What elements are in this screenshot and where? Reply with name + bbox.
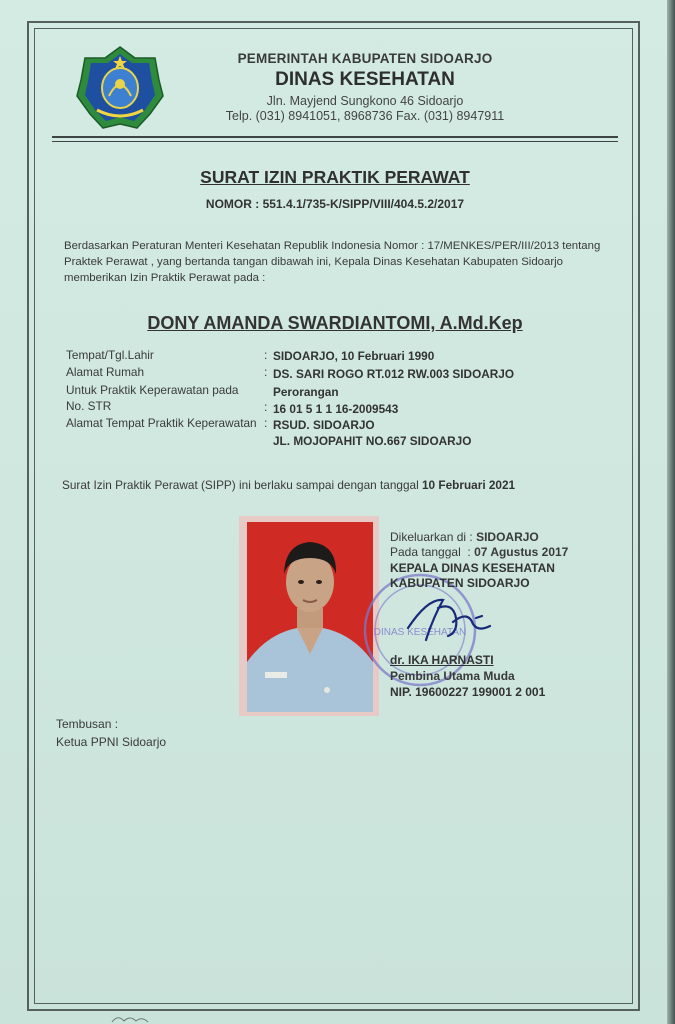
issued-place: SIDOARJO [476, 530, 539, 544]
detail-value: DS. SARI ROGO RT.012 RW.003 SIDOARJO [273, 367, 515, 381]
detail-label: No. STR [66, 399, 112, 413]
validity-statement [62, 478, 515, 492]
cc-label: Tembusan : [56, 717, 119, 731]
holder-portrait-image [247, 522, 373, 712]
government-name: PEMERINTAH KABUPATEN SIDOARJO [237, 51, 493, 66]
stamp-text: DINAS KESEHATAN [373, 627, 467, 638]
detail-colon: : [264, 400, 268, 414]
detail-value: 16 01 5 1 1 16-2009543 [273, 402, 399, 416]
paper-edge-shadow [667, 0, 675, 1024]
header-rule-thin [52, 141, 618, 142]
detail-value-continued: JL. MOJOPAHIT NO.667 SIDOARJO [273, 434, 472, 448]
official-position-line1: KEPALA DINAS KESEHATAN [390, 561, 555, 575]
detail-colon: : [264, 365, 268, 379]
official-position-line2: KABUPATEN SIDOARJO [390, 576, 530, 590]
validity-date: 10 Februari 2021 [422, 478, 516, 492]
pencil-scribble [110, 1012, 170, 1024]
detail-colon: : [264, 416, 268, 430]
detail-colon: : [264, 348, 268, 362]
issued-place-line [390, 530, 539, 544]
cc-recipient: Ketua PPNI Sidoarjo [56, 735, 167, 749]
holder-name: DONY AMANDA SWARDIANTOMI, A.Md.Kep [147, 313, 523, 333]
date-label: Pada tanggal : [390, 545, 471, 559]
issued-date-line [390, 545, 568, 559]
detail-value: SIDOARJO, 10 Februari 1990 [273, 349, 435, 363]
document-title: SURAT IZIN PRAKTIK PERAWAT [200, 167, 470, 187]
detail-value: Perorangan [273, 385, 339, 399]
header-rule-thick [52, 136, 618, 138]
office-address: Jln. Mayjend Sungkono 46 Sidoarjo [266, 94, 464, 108]
handwritten-signature [398, 588, 498, 650]
department-name: DINAS KESEHATAN [275, 69, 455, 90]
issued-date: 07 Agustus 2017 [474, 545, 569, 559]
official-rank: Pembina Utama Muda [390, 669, 515, 683]
document-number: NOMOR : 551.4.1/735-K/SIPP/VIII/404.5.2/2017 [205, 197, 465, 211]
office-phone: Telp. (031) 8941051, 8968736 Fax. (031) 8947911 [225, 109, 505, 123]
detail-label: Tempat/Tgl.Lahir [66, 348, 154, 362]
detail-label: Alamat Tempat Praktik Keperawatan [66, 416, 257, 430]
official-nip: NIP. 19600227 199001 2 001 [390, 685, 546, 699]
validity-text: Surat Izin Praktik Perawat (SIPP) ini berlaku sampai dengan tanggal [62, 478, 419, 492]
issued-label: Dikeluarkan di : [390, 530, 473, 544]
detail-label: Untuk Praktik Keperawatan pada [66, 383, 239, 397]
holder-photo [247, 522, 373, 712]
detail-label: Alamat Rumah [66, 365, 145, 379]
intro-paragraph: Berdasarkan Peraturan Menteri Kesehatan Republik Indonesia Nomor : 17/MENKES/PER/III/2013 tentang Praktek Perawat , yang bertanda tangan dibawah ini, Kepala Dinas Kesehatan Kabupaten Sidoarjo memberikan Izin Praktik Perawat pada : [64, 240, 601, 284]
detail-value: RSUD. SIDOARJO [273, 418, 375, 432]
official-name: dr. IKA HARNASTI [390, 653, 494, 667]
